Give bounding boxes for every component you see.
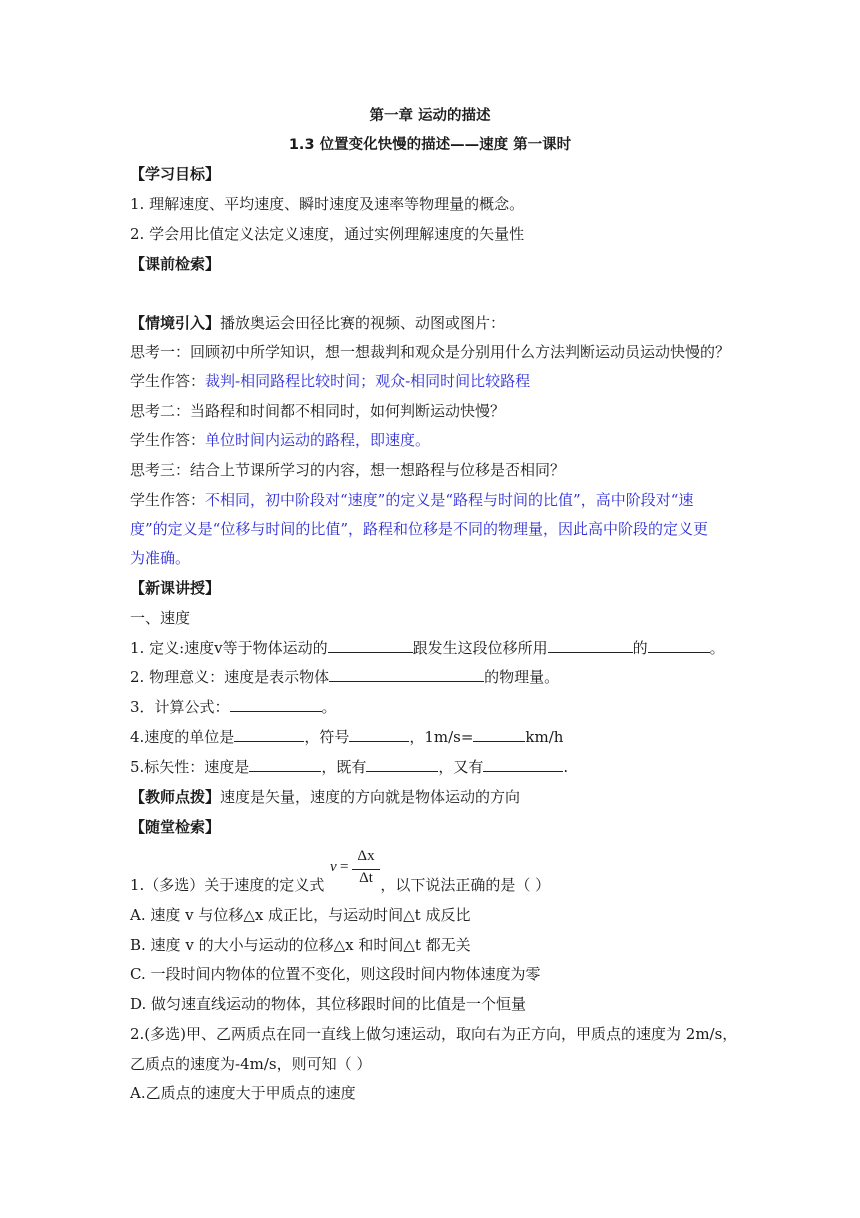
unit-text-d: km/h [525, 728, 564, 746]
fill-blank[interactable] [648, 638, 710, 653]
definition-text-a: 1. 定义:速度v等于物体运动的 [130, 639, 328, 657]
quiz-q2-option-a: A.乙质点的速度大于甲质点的速度 [130, 1084, 356, 1102]
definition-text-d: 。 [709, 639, 725, 657]
unit-text-c: ，1m/s= [409, 728, 474, 746]
quiz-q1-option-d: D. 做匀速直线运动的物体，其位移跟时间的比值是一个恒量 [130, 995, 527, 1013]
quiz-q1-option-a: A. 速度 v 与位移△x 成正比，与运动时间△t 成反比 [130, 906, 471, 924]
objective-item-2: 2. 学会用比值定义法定义速度，通过实例理解速度的矢量性 [130, 225, 525, 243]
new-lesson-heading: 【新课讲授】 [130, 579, 221, 597]
definition-text-b: 跟发生这段位移所用 [412, 639, 548, 657]
section-velocity: 一、速度 [130, 609, 191, 627]
fill-blank[interactable] [548, 638, 633, 653]
question-1: 思考一：回顾初中所学知识，想一想裁判和观众是分别用什么方法判断运动员运动快慢的？ [130, 343, 731, 361]
vector-text-d: . [563, 758, 569, 776]
teacher-tip-text: 速度是矢量，速度的方向就是物体运动的方向 [220, 788, 521, 806]
vector-text-c: ，又有 [438, 758, 484, 776]
objectives-heading: 【学习目标】 [130, 165, 221, 183]
teacher-tip-line [130, 787, 520, 807]
formula-lhs: v [330, 859, 337, 875]
question-3: 思考三：结合上节课所学习的内容，想一想路程与位移是否相同？ [130, 461, 566, 479]
unit-text-a: 4.速度的单位是 [130, 728, 235, 746]
question-2: 思考二：当路程和时间都不相同时，如何判断运动快慢？ [130, 402, 506, 420]
quiz-q2-line-1: 2.(多选)甲、乙两质点在同一直线上做匀速运动，取向右为正方向，甲质点的速度为 2m/s， [130, 1025, 738, 1043]
formula-text-b: 。 [321, 698, 337, 716]
quiz-q1-line [130, 875, 550, 895]
vector-text-a: 5.标矢性：速度是 [130, 758, 250, 776]
fill-blank[interactable] [329, 667, 484, 682]
teacher-tip-label: 【教师点拨】 [130, 788, 221, 806]
fill-blank[interactable] [328, 638, 413, 653]
preview-heading: 【课前检索】 [130, 255, 221, 273]
vector-line [130, 757, 568, 777]
answer-3-line-2: 度”的定义是“位移与时间的比值”，路程和位移是不同的物理量，因此高中阶段的定义更 [130, 520, 709, 538]
formula-denominator: Δt [359, 870, 373, 886]
unit-line [130, 727, 563, 747]
fill-blank[interactable] [473, 727, 525, 742]
fill-blank[interactable] [234, 727, 304, 742]
intro-label: 【情境引入】 [130, 314, 221, 332]
definition-text-c: 的 [632, 639, 648, 657]
intro-line [130, 313, 505, 333]
quiz-q1-option-b: B. 速度 v 的大小与运动的位移△x 和时间△t 都无关 [130, 936, 471, 954]
answer-2-label: 学生作答： [130, 431, 206, 449]
lesson-title: 1.3 位置变化快慢的描述——速度 第一课时 [288, 137, 572, 153]
answer-1: 裁判-相同路程比较时间；观众-相同时间比较路程 [205, 372, 531, 390]
quiz-q1-text-b: ，以下说法正确的是（ ） [380, 876, 551, 894]
meaning-line [130, 667, 559, 687]
intro-text: 播放奥运会田径比赛的视频、动图或图片： [220, 314, 506, 332]
quiz-heading: 【随堂检索】 [130, 818, 221, 836]
answer-2: 单位时间内运动的路程，即速度。 [205, 431, 431, 449]
answer-3-text-1: 不相同，初中阶段对“速度”的定义是“路程与时间的比值”，高中阶段对“速 [205, 491, 694, 509]
answer-1-label: 学生作答： [130, 372, 206, 390]
quiz-q2-line-2: 乙质点的速度为-4m/s，则可知（ ） [130, 1055, 372, 1073]
fill-blank[interactable] [349, 727, 409, 742]
fill-blank[interactable] [249, 757, 321, 772]
chapter-title: 第一章 运动的描述 [369, 108, 491, 124]
quiz-q1-option-c: C. 一段时间内物体的位置不变化，则这段时间内物体速度为零 [130, 965, 541, 983]
vector-text-b: ，既有 [321, 758, 367, 776]
fill-blank[interactable] [230, 697, 322, 712]
answer-1-line [130, 371, 530, 391]
meaning-text-a: 2. 物理意义：速度是表示物体 [130, 668, 330, 686]
fill-blank[interactable] [483, 757, 563, 772]
definition-line [130, 638, 725, 658]
formula-numerator: Δx [357, 848, 375, 864]
answer-3-line-3: 为准确。 [130, 549, 191, 567]
objective-item-1: 1. 理解速度、平均速度、瞬时速度及速率等物理量的概念。 [130, 195, 525, 213]
answer-3-label: 学生作答： [130, 491, 206, 509]
answer-2-line [130, 430, 430, 450]
formula-line [130, 697, 337, 717]
quiz-q1-text-a: 1.（多选）关于速度的定义式 [130, 876, 325, 894]
unit-text-b: ，符号 [304, 728, 350, 746]
meaning-text-b: 的物理量。 [484, 668, 560, 686]
fill-blank[interactable] [366, 757, 438, 772]
formula-equals: = [340, 859, 349, 875]
formula-text-a: 3．计算公式： [130, 698, 230, 716]
answer-3-line-1 [130, 490, 693, 510]
